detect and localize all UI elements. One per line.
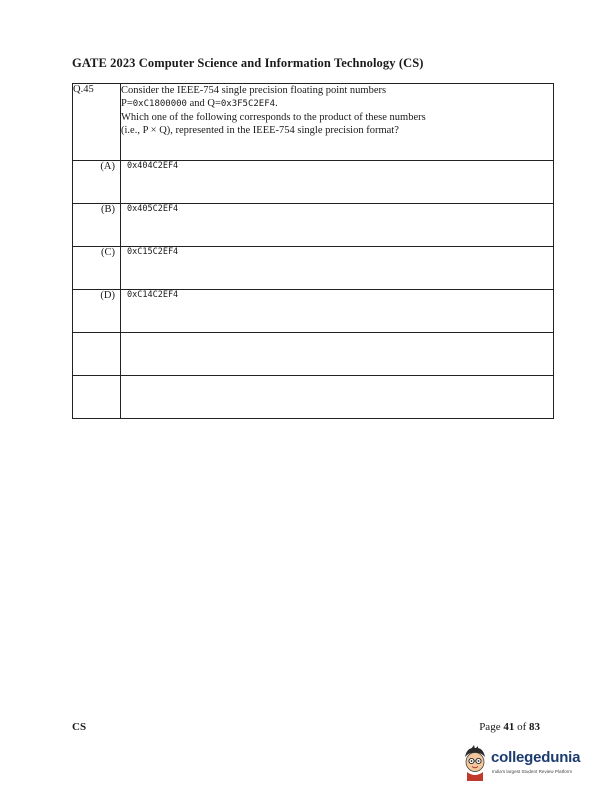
option-value-b: 0x405C2EF4 [121, 204, 554, 247]
question-line-1: Consider the IEEE-754 single precision floating point numbers [121, 85, 387, 96]
empty-cell [121, 333, 554, 376]
page-header-title: GATE 2023 Computer Science and Information Technology (CS) [72, 56, 424, 70]
page-prefix: Page [479, 721, 504, 733]
option-label-d: (D) [73, 290, 121, 333]
question-number: Q.45 [73, 84, 121, 161]
option-label-a: (A) [73, 161, 121, 204]
page-current: 41 [503, 721, 515, 733]
empty-cell [73, 376, 121, 419]
option-value-d: 0xC14C2EF4 [121, 290, 554, 333]
page-mid: of [514, 721, 529, 733]
option-value-a: 0x404C2EF4 [121, 161, 554, 204]
line-2-suffix: . [275, 98, 278, 109]
option-row-c [73, 247, 554, 290]
footer-page-number [479, 721, 540, 733]
option-label-c: (C) [73, 247, 121, 290]
collegedunia-logo [461, 745, 596, 785]
empty-cell [73, 333, 121, 376]
logo-tagline: India's largest Student Review Platform [492, 769, 573, 774]
question-line-3: Which one of the following corresponds to the product of these numbers [121, 112, 426, 123]
q-prefix: and Q= [186, 98, 221, 109]
option-row-d [73, 290, 554, 333]
footer-paper-code: CS [72, 721, 87, 733]
empty-cell [121, 376, 554, 419]
logo-wordmark: collegedunia [491, 749, 581, 766]
page-total: 83 [529, 721, 540, 733]
question-table [72, 83, 554, 419]
question-line-4: (i.e., P × Q), represented in the IEEE-754 single precision format? [121, 125, 399, 136]
q-value: 0x3F5C2EF4 [220, 99, 276, 109]
p-value: 0xC1800000 [132, 99, 187, 109]
question-row [73, 84, 554, 161]
option-row-a [73, 161, 554, 204]
empty-row-1 [73, 333, 554, 376]
option-value-c: 0xC15C2EF4 [121, 247, 554, 290]
option-row-b [73, 204, 554, 247]
mascot-icon [461, 745, 489, 781]
p-prefix: P= [121, 98, 133, 109]
question-line-2 [121, 97, 553, 111]
question-text [121, 84, 554, 161]
option-label-b: (B) [73, 204, 121, 247]
empty-row-2 [73, 376, 554, 419]
